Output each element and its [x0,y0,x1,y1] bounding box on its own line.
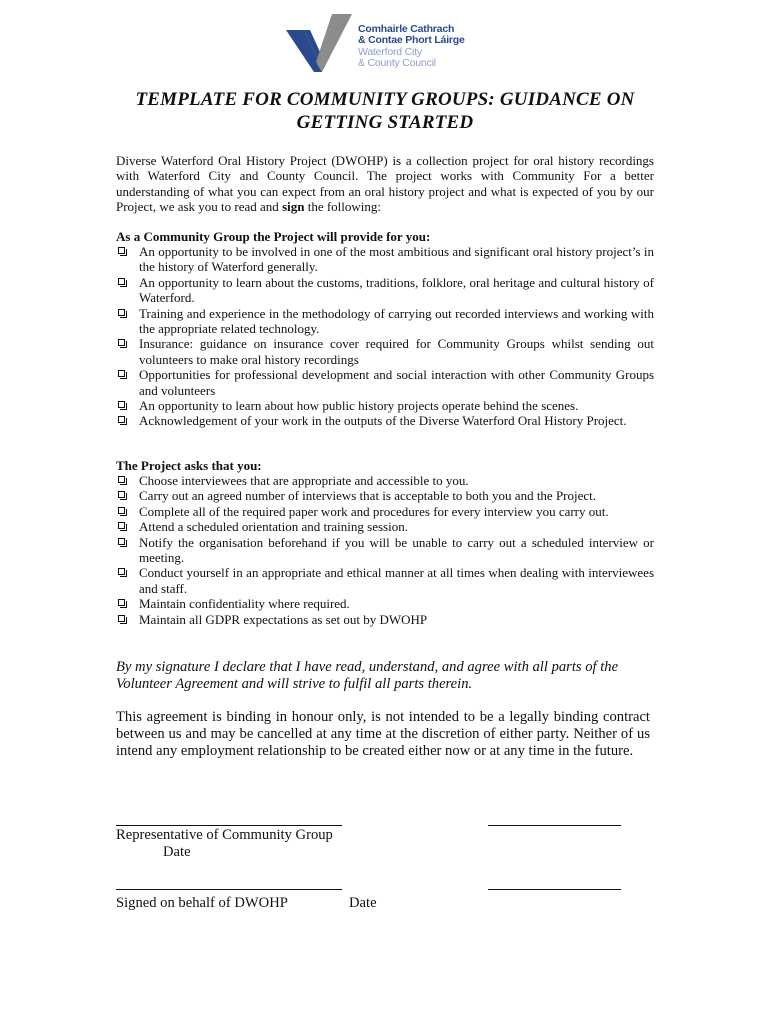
list-item-text: Insurance: guidance on insurance cover required for Community Groups whilst sending out volunteers to make oral history recordings [139,336,654,367]
list-item-text: An opportunity to learn about the customs, traditions, folklore, oral heritage and cultural history of Waterford. [139,274,654,306]
list-item [116,519,654,534]
signature-label-community-group: Representative of Community Group [116,827,333,843]
intro-paragraph [116,153,654,215]
asks-list [116,473,654,627]
date-line-dwohp[interactable] [488,889,621,890]
logo-text-english-1: Waterford City [358,46,422,58]
checkbox-bullet-icon [118,491,125,498]
list-item [116,367,654,398]
signature-line-dwohp[interactable] [116,889,342,890]
declaration-text: By my signature I declare that I have read, understand, and agree with all parts of the Volunteer Agreement and will strive to fulfil all parts therein. [116,659,619,692]
intro-bold-sign: sign [282,199,305,215]
list-item-text: Complete all of the required paper work and procedures for every interview you carry out. [139,503,609,519]
list-item [116,306,654,337]
list-item [116,275,654,306]
list-item [116,336,654,367]
checkbox-bullet-icon [118,507,125,514]
checkbox-bullet-icon [118,339,125,346]
logo-text-english-2: & County Council [358,57,436,69]
list-item-text: Carry out an agreed number of interviews that is acceptable to both you and the Project. [139,488,597,504]
list-item [116,244,654,275]
list-item-text: Attend a scheduled orientation and training session. [139,519,408,535]
logo-text-irish-1: Comhairle Cathrach [358,23,455,35]
list-item [116,612,654,627]
checkbox-bullet-icon [118,247,125,254]
list-item-text: An opportunity to learn about how public history projects operate behind the scenes. [139,398,579,414]
title-line-2: GETTING STARTED [296,112,474,133]
checkbox-bullet-icon [118,538,125,545]
council-crest-icon [286,14,358,76]
checkbox-bullet-icon [118,370,125,377]
date-label-community-group: Date [163,844,191,860]
list-item [116,473,654,488]
binding-paragraph: This agreement is binding in honour only, is not intended to be a legally binding contract between us and may be cancelled at any time at the discretion of either party. Neither of us intend any employment relationship to be created either now or at any time in the future. [116,709,650,759]
list-item [116,504,654,519]
document-title [110,88,660,134]
list-item [116,596,654,611]
list-item [116,488,654,503]
list-item-text: Conduct yourself in an appropriate and ethical manner at all times when dealing with interviewees and staff. [139,565,654,596]
list-item-text: Opportunities for professional development and social interaction with other Community Groups and volunteers [139,367,654,398]
list-item-text: Maintain all GDPR expectations as set out by DWOHP [139,611,428,627]
date-label-dwohp: Date [349,895,377,911]
list-item-text: Acknowledgement of your work in the outputs of the Diverse Waterford Oral History Project. [139,413,627,429]
date-line-community-group[interactable] [488,825,621,826]
signature-label-dwohp: Signed on behalf of DWOHP [116,895,288,911]
list-item-text: Training and experience in the methodology of carrying out recorded interviews and working with the appropriate related technology. [139,305,654,337]
intro-text: Diverse Waterford Oral History Project (DWOHP) is a collection project for oral history recordings with Waterford City and County Council. The project works with Community For a better understanding of what you can expect from an oral history project and what is expected of you by our Project, we ask you to read and [116,153,654,215]
list-item-text: Notify the organisation beforehand if you will be unable to carry out a scheduled interview or meeting. [139,534,654,566]
checkbox-bullet-icon [118,599,125,606]
checkbox-bullet-icon [118,615,125,622]
title-line-1: TEMPLATE FOR COMMUNITY GROUPS: GUIDANCE ON [135,89,635,110]
logo-text-irish-2: & Contae Phort Láirge [358,34,465,46]
list-item [116,565,654,596]
checkbox-bullet-icon [118,401,125,408]
checkbox-bullet-icon [118,476,125,483]
provide-list [116,244,654,429]
intro-text-end: the following: [304,199,382,215]
checkbox-bullet-icon [118,568,125,575]
checkbox-bullet-icon [118,278,125,285]
checkbox-bullet-icon [118,522,125,529]
checkbox-bullet-icon [118,416,125,423]
signature-line-community-group[interactable] [116,825,342,826]
list-item-text: An opportunity to be involved in one of the most ambitious and significant oral history project’s in the history of Waterford generally. [139,244,654,275]
list-item-text: Maintain confidentiality where required. [139,596,350,612]
list-item-text: Choose interviewees that are appropriate and accessible to you. [139,473,469,488]
list-item [116,398,654,413]
checkbox-bullet-icon [118,309,125,316]
list-item [116,535,654,566]
council-logo [286,14,486,76]
asks-heading: The Project asks that you: [116,458,262,473]
list-item [116,413,654,428]
provide-heading: As a Community Group the Project will provide for you: [116,229,431,244]
